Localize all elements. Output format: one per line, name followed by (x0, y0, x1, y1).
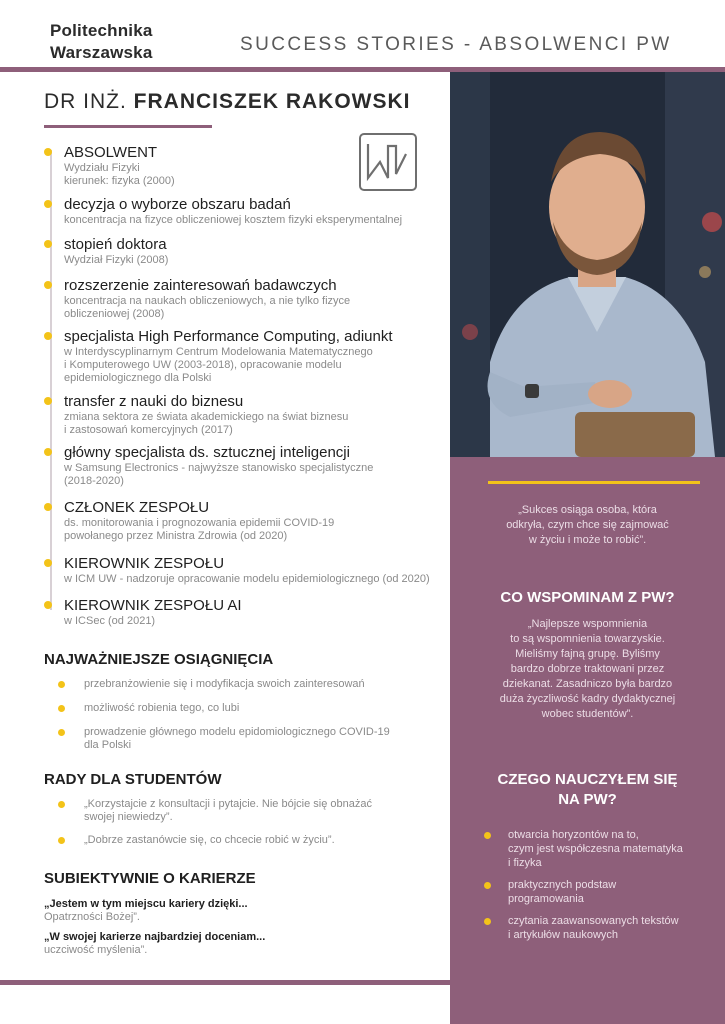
portrait-illustration (450, 72, 725, 457)
timeline-heading: rozszerzenie zainteresowań badawczych (64, 277, 337, 294)
list-item: „Korzystajcie z konsultacji i pytajcie. Nie bójcie się obnażać swojej niewiedzy”. (58, 798, 418, 824)
timeline-dot (44, 397, 52, 405)
timeline-heading: ABSOLWENT (64, 144, 158, 161)
achievements-heading: NAJWAŻNIEJSZE OSIĄGNIĘCIA (44, 651, 274, 668)
timeline-detail: Wydziału Fizyki kierunek: fizyka (2000) (64, 162, 175, 187)
timeline-heading: CZŁONEK ZESPOŁU (64, 499, 210, 516)
career-quote-answer: uczciwość myślenia”. (44, 944, 148, 956)
timeline-detail: zmiana sektora ze świata akademickiego na świat biznesu i zastosowań komercyjnych (2017) (64, 411, 349, 436)
timeline-detail: koncentracja na naukach obliczeniowych, a nie tylko fizyce obliczeniowej (2008) (64, 295, 351, 320)
page-tagline: SUCCESS STORIES - ABSOLWENCI PW (240, 34, 672, 55)
timeline-heading: transfer z nauki do biznesu (64, 393, 244, 410)
timeline-dot (44, 503, 52, 511)
timeline-detail: ds. monitorowania i prognozowania epidemii COVID-19 powołanego przez Ministra Zdrowia (od 2020) (64, 517, 335, 542)
portrait-photo (450, 72, 725, 457)
list-item: prowadzenie głównego modelu epidomiologicznego COVID-19 dla Polski (58, 726, 418, 752)
advice-heading: RADY DLA STUDENTÓW (44, 771, 222, 788)
career-quote (44, 931, 424, 957)
career-heading: SUBIEKTYWNIE O KARIERZE (44, 870, 256, 887)
logo-line-1: Politechnika (50, 21, 153, 40)
list-item: „Dobrze zastanówcie się, co chcecie robić w życiu”. (58, 834, 418, 847)
university-logo (50, 20, 153, 64)
timeline-heading: KIEROWNIK ZESPOŁU AI (64, 597, 242, 614)
logo-line-2: Warszawska (50, 43, 153, 62)
quote-divider (488, 481, 700, 484)
timeline-detail: w Interdyscyplinarnym Centrum Modelowania Matematycznego i Komputerowego UW (2003-2018), opracowanie modelu epidemiologicznego dla Polski (64, 346, 373, 384)
advice-list (58, 798, 418, 847)
timeline-line (50, 150, 52, 610)
learned-heading: CZEGO NAUCZYŁEM SIĘ NA PW? (497, 771, 678, 808)
timeline-heading: specjalista High Performance Computing, adiunkt (64, 328, 393, 345)
timeline-dot (44, 332, 52, 340)
timeline-heading: KIEROWNIK ZESPOŁU (64, 555, 225, 572)
list-item: otwarcia horyzontów na to, czym jest współczesna matematyka i fizyka (482, 828, 707, 870)
full-name: FRANCISZEK RAKOWSKI (133, 90, 411, 113)
timeline-detail: w ICSec (od 2021) (64, 615, 156, 627)
timeline-heading: decyzja o wyborze obszaru badań (64, 196, 291, 213)
timeline-detail: Wydział Fizyki (2008) (64, 254, 169, 266)
timeline-dot (44, 601, 52, 609)
motto-quote: „Sukces osiąga osoba, która odkryła, czym chce się zajmować w życiu i może to robić”. (506, 504, 669, 546)
title-prefix: DR INŻ. (44, 90, 127, 113)
timeline-heading: główny specjalista ds. sztucznej inteligencji (64, 444, 350, 461)
timeline-detail: w Samsung Electronics - najwyższe stanowisko specjalistyczne (2018-2020) (64, 462, 374, 487)
career-quote (44, 898, 424, 924)
list-item: praktycznych podstaw programowania (482, 878, 707, 906)
name-underline (44, 125, 212, 128)
timeline-dot (44, 559, 52, 567)
memories-heading: CO WSPOMINAM Z PW? (500, 589, 675, 606)
achievements-list (58, 678, 418, 752)
timeline-dot (44, 148, 52, 156)
person-name (44, 90, 411, 114)
timeline-dot (44, 200, 52, 208)
timeline-detail: w ICM UW - nadzoruje opracowanie modelu epidemiologicznego (od 2020) (64, 573, 430, 585)
timeline-dot (44, 240, 52, 248)
timeline-dot (44, 448, 52, 456)
career-quote-lead: „W swojej karierze najbardziej doceniam... (44, 931, 266, 943)
memories-text: „Najlepsze wspomnienia to są wspomnienia towarzyskie. Mieliśmy fajną grupę. Byliśmy bardzo dobrze traktowani przez dziekanat. Zasadniczo była bardzo duża życzliwość kadry dydaktycznej wobec studentów”. (499, 618, 676, 720)
career-quote-answer: Opatrzności Bożej”. (44, 911, 140, 923)
timeline-dot (44, 281, 52, 289)
list-item: czytania zaawansowanych tekstów i artykułów naukowych (482, 914, 707, 942)
bottom-divider (0, 980, 450, 985)
learned-list (482, 828, 707, 950)
list-item: przebranżowienie się i modyfikacja swoich zainteresowań (58, 678, 418, 691)
list-item: możliwość robienia tego, co lubi (58, 702, 418, 715)
career-quote-lead: „Jestem w tym miejscu kariery dzięki... (44, 898, 248, 910)
timeline-detail: koncentracja na fizyce obliczeniowej kosztem fizyki eksperymentalnej (64, 214, 403, 226)
timeline-heading: stopień doktora (64, 236, 167, 253)
